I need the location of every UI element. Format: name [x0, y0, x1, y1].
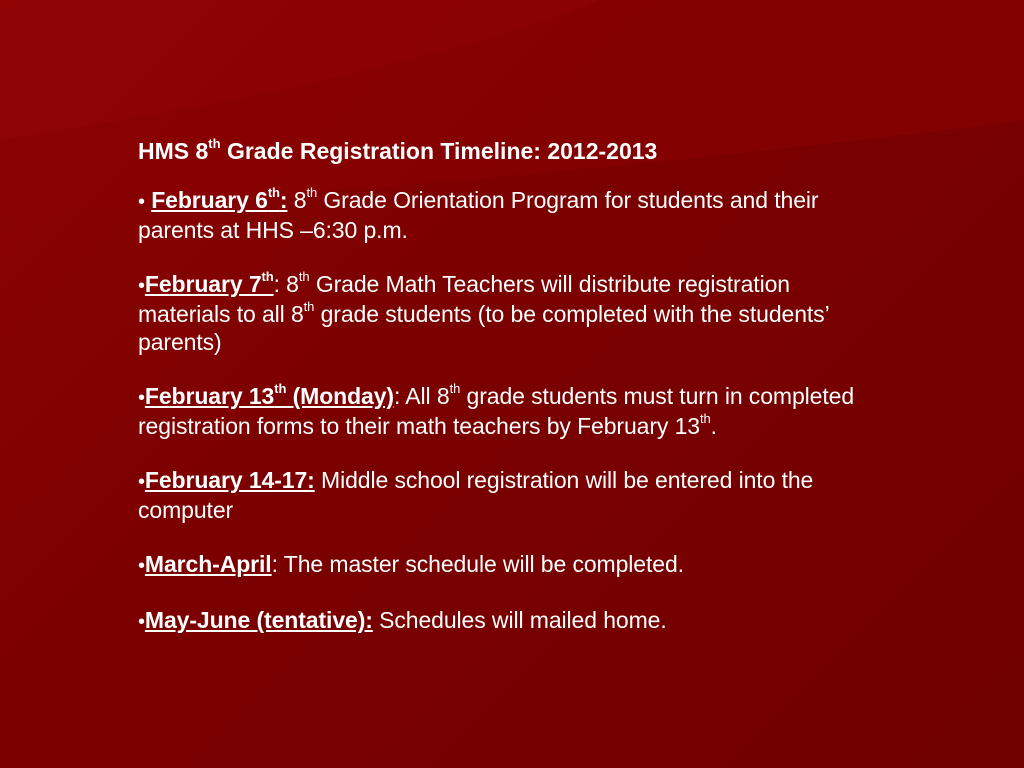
timeline-item-feb-13: •February 13th (Monday): All 8th grade students must turn in completed registration forms to their math teachers by February 13th.: [138, 381, 855, 439]
bullet-icon: •: [138, 611, 145, 633]
bullet-icon: •: [138, 387, 145, 409]
slide-title: HMS 8th Grade Registration Timeline: 2012-2013: [138, 136, 658, 164]
timeline-item-may-june: •May-June (tentative): Schedules will mailed home.: [138, 607, 667, 633]
bullet-icon: •: [138, 471, 145, 493]
slide-content: [138, 136, 858, 662]
bullet-icon: •: [138, 191, 145, 213]
timeline-item-feb-6: • February 6th: 8th Grade Orientation Program for students and their parents at HHS –6:30 p.m.: [138, 185, 819, 243]
item-date: March-April: [144, 551, 272, 577]
item-date: February 13th (Monday): [144, 381, 394, 409]
item-date: May-June (tentative):: [144, 607, 373, 633]
timeline-item-feb-14-17: •February 14-17: Middle school registration will be entered into the computer: [138, 467, 814, 523]
timeline-item-feb-7: •February 7th: 8th Grade Math Teachers will distribute registration materials to all 8th grade students (to be completed with the students’ parents): [138, 269, 829, 355]
item-date: February 14-17:: [144, 467, 315, 493]
bullet-icon: •: [138, 275, 145, 297]
timeline-item-march-april: •March-April: The master schedule will be completed.: [138, 551, 684, 577]
item-date: February 7th: [144, 269, 274, 297]
item-date: February 6th:: [151, 185, 288, 213]
bullet-icon: •: [138, 555, 145, 577]
